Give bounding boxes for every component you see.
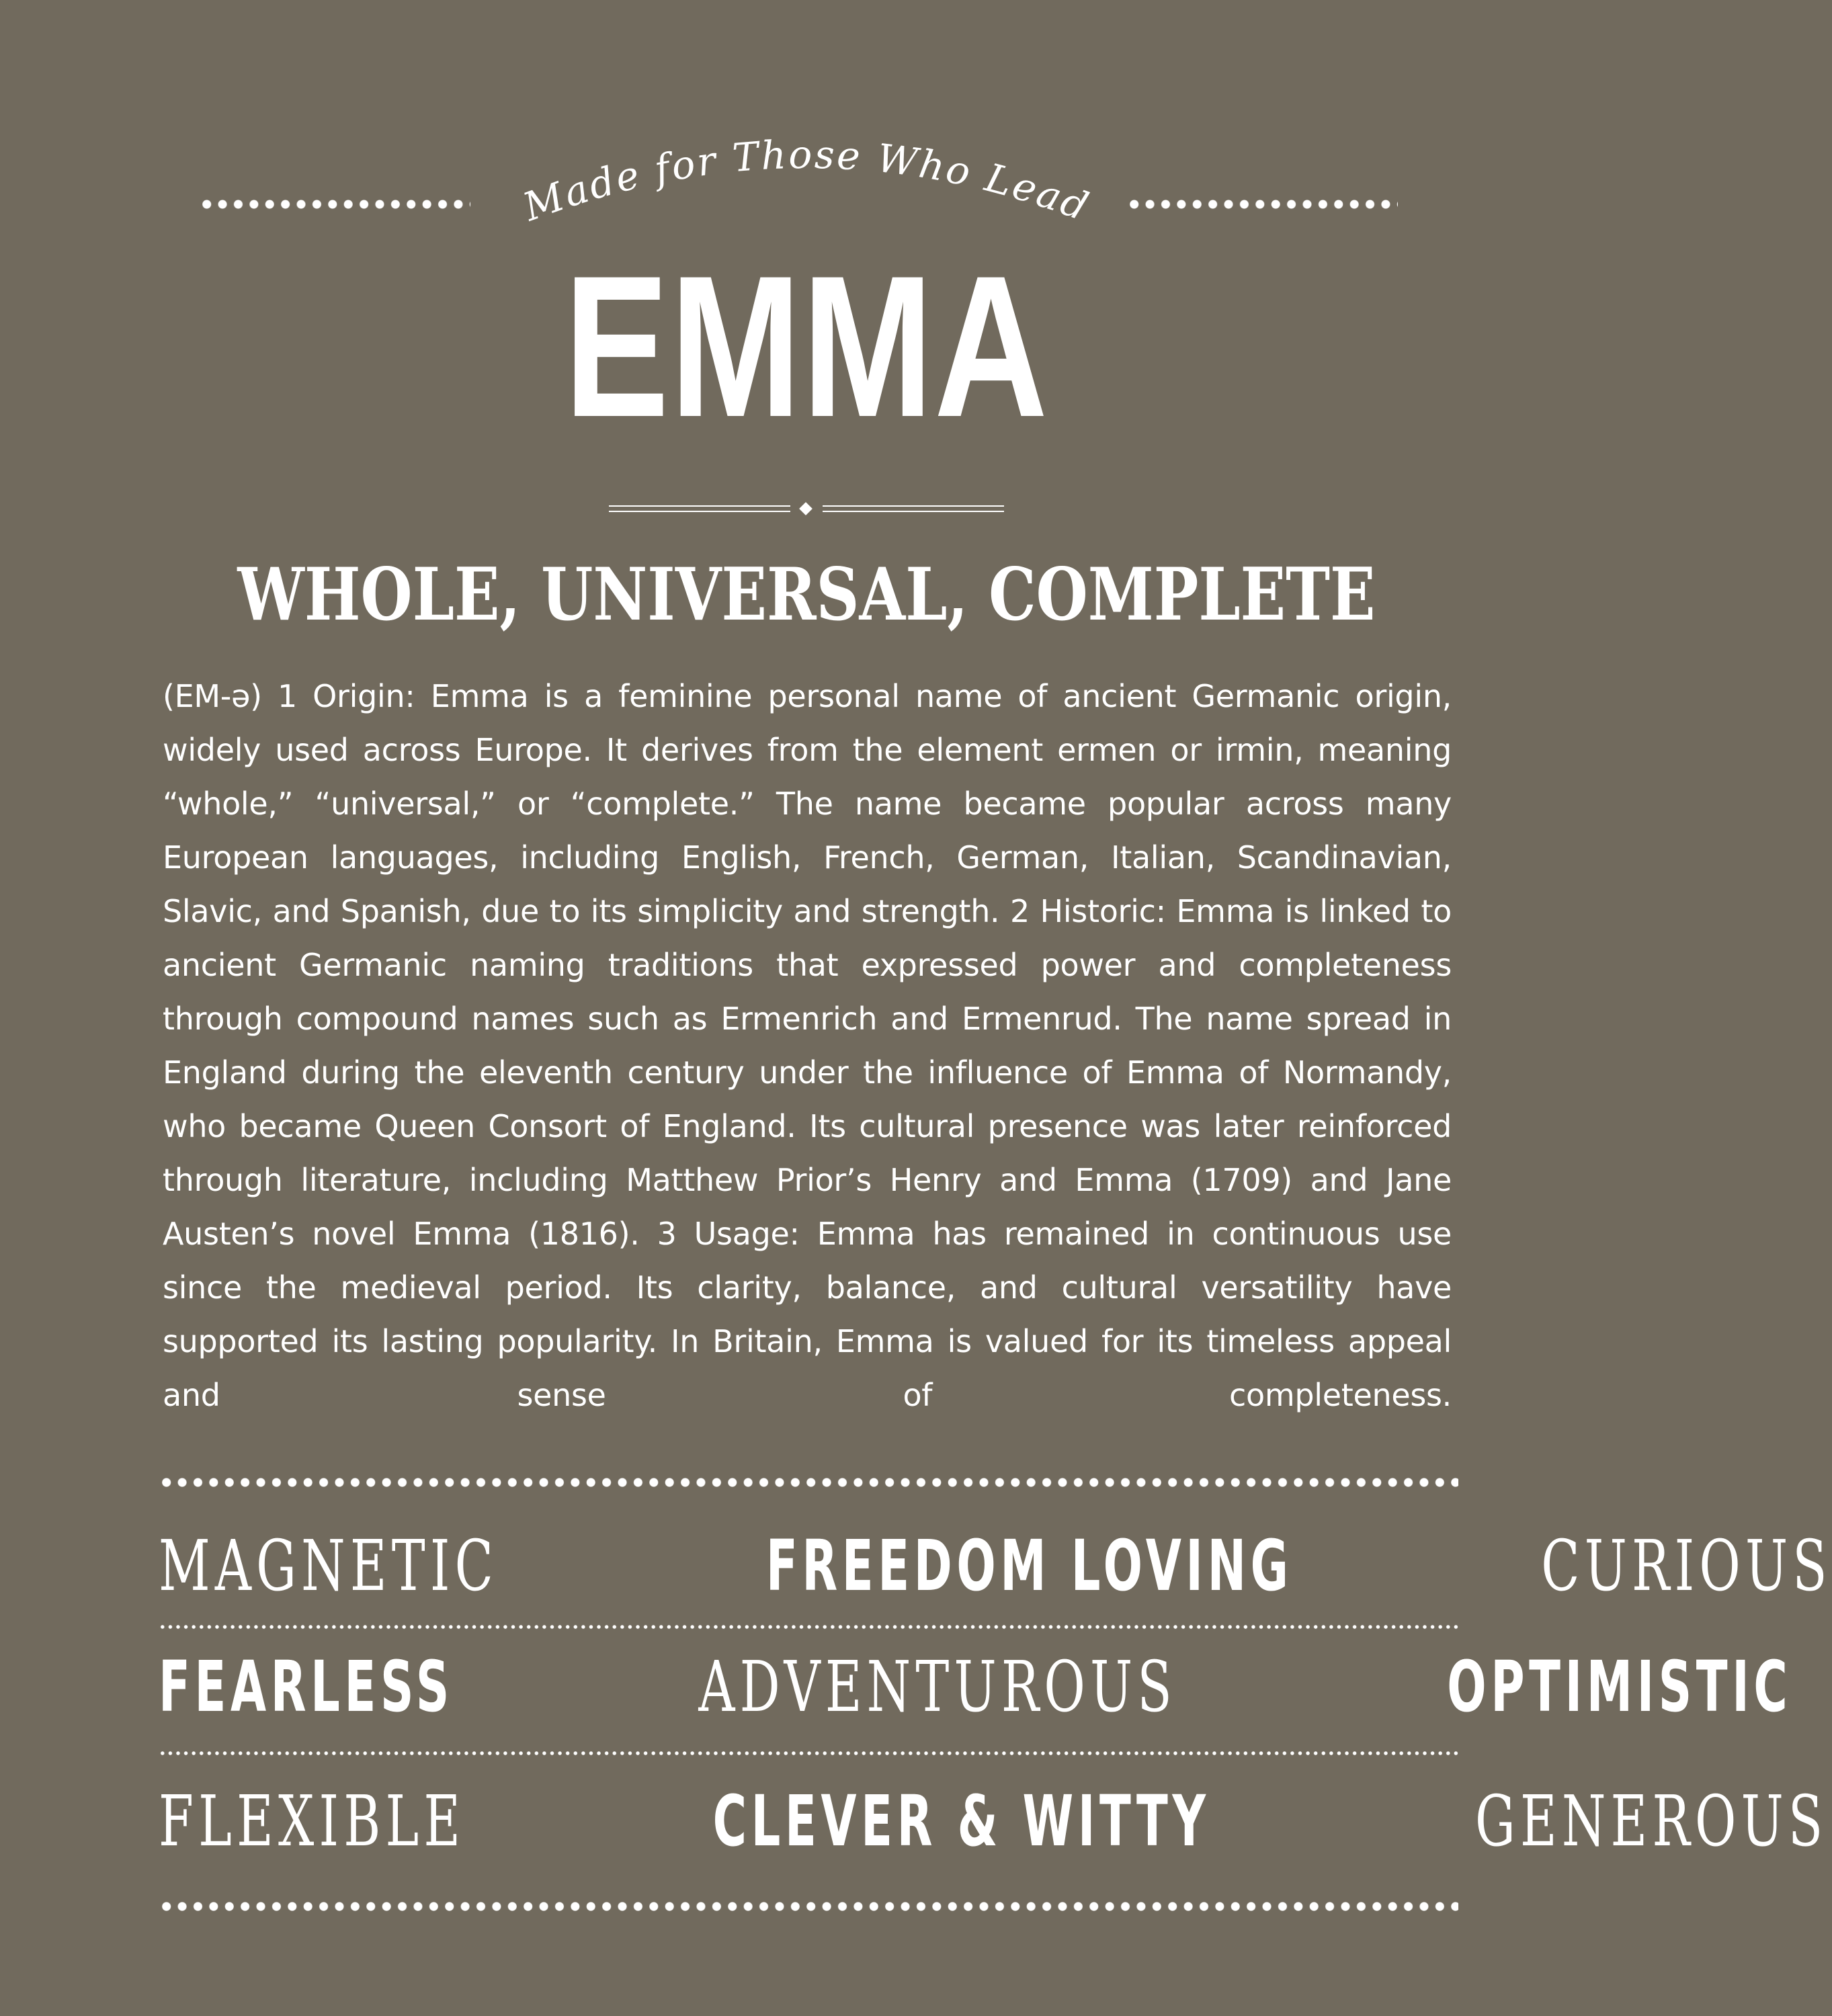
trait-curious: CURIOUS xyxy=(1541,1525,1832,1607)
trait-magnetic: MAGNETIC xyxy=(159,1525,499,1607)
trait-freedom-loving: FREEDOM LOVING xyxy=(765,1525,1293,1607)
tagline xyxy=(511,104,1102,239)
trait-row-3 xyxy=(159,1780,1828,1862)
name-meaning: WHOLE, UNIVERSAL, COMPLETE xyxy=(237,552,1376,637)
title-ornament xyxy=(0,505,1613,513)
traits-top-dots xyxy=(159,1478,1458,1487)
ornament-line-right xyxy=(823,505,1004,512)
trait-fearless: FEARLESS xyxy=(159,1646,454,1728)
svg-text:Made for Those Who Lead xyxy=(517,132,1096,230)
trait-divider-2 xyxy=(159,1751,1458,1755)
tagline-text: Made for Those Who Lead xyxy=(517,131,1096,230)
ornament-diamond-icon xyxy=(799,502,813,515)
trait-divider-1 xyxy=(159,1625,1458,1629)
traits-bottom-dots xyxy=(159,1902,1458,1911)
header-dots-right xyxy=(1126,200,1398,209)
trait-row-2 xyxy=(159,1646,1792,1728)
trait-adventurous: ADVENTUROUS xyxy=(698,1646,1177,1728)
trait-clever-witty: CLEVER & WITTY xyxy=(712,1780,1210,1862)
name-title: EMMA xyxy=(564,233,1049,459)
trait-flexible: FLEXIBLE xyxy=(159,1780,466,1862)
name-description: (EM-ə) 1 Origin: Emma is a feminine personal name of ancient Germanic origin, widely used across Europe. It derives from the element ermen or irmin, meaning “whole,” “universal,” or “complete.” The name became popular across many European languages, including English, French, German, Italian, Scandinavian, Slavic, and Spanish, due to its simplicity and strength. 2 Historic: Emma is linked to ancient Germanic naming traditions that expressed power and completeness through compound names such as Ermenrich and Ermenrud. The name spread in England during the eleventh century under the influence of Emma of Normandy, who became Queen Consort of England. Its cultural presence was later reinforced through literature, including Matthew Prior’s Henry and Emma (1709) and Jane Austen’s novel Emma (1816). 3 Usage: Emma has remained in continuous use since the medieval period. Its clarity, balance, and cultural versatility have supported its lasting popularity. In Britain, Emma is valued for its timeless appeal and sense of completeness. xyxy=(163,678,1452,1413)
trait-row-1 xyxy=(159,1525,1832,1607)
trait-generous: GENEROUS xyxy=(1474,1780,1828,1862)
trait-optimistic: OPTIMISTIC xyxy=(1447,1646,1792,1728)
ornament-line-left xyxy=(609,505,790,512)
header-dots-left xyxy=(199,200,470,209)
